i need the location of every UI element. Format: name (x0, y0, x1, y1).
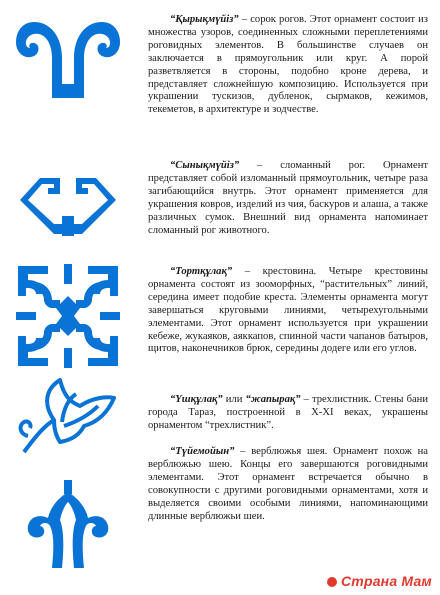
ornament-tortkulak-image (14, 262, 122, 370)
term-tortkulak: “Тортқұлақ” (170, 266, 233, 277)
description-ushkulak: – трехлистник. Стены бани города Тараз, построенной в X-XI веках, украшены орнаментом “трехлистник”. (148, 394, 428, 431)
watermark-text: Страна Мам (340, 573, 432, 589)
term-kyrykmuyiz: “Қырықмүйіз” (170, 14, 239, 25)
watermark-logo-icon (327, 577, 337, 587)
entry-ushkulak (148, 394, 428, 433)
term-ushkulak: “Үшқұлақ” (170, 394, 223, 405)
ornament-kyrykmuyiz-image (14, 14, 122, 100)
entry-synykmuyiz (148, 160, 428, 237)
description-kyrykmuyiz: – сорок рогов. Этот орнамент состоит из множества узоров, соединенных сложными переплетениями роговидных элементов. В большинстве случаев он заключается в прямоугольник или круг. А порой разветвляется в стороны, подобно кроне дерева, и представляет сложнейшую композицию. Используется при украшении тускизов, дубленок, сырмаков, кежимов, текеметов, в архитектуре и зодчестве. (148, 14, 428, 116)
description-synykmuyiz: – сломанный рог. Орнамент представляет собой изломанный прямоугольник, четыре раза загибающийся внутрь. Этот орнамент применяется для украшения ковров, изделий из чия, баскуров и алаша, а также различных сумок. Внешний вид орнамента напоминает сломанный рог животного. (148, 160, 428, 236)
description-tortkulak: – крестовина. Четыре крестовины орнамента состоят из зооморфных, “растительных” линий, середина имеет подобие креста. Элементы орнамента могут завершаться круговыми линиями, четырехугольными элементами. Этот орнамент используется при украшении кебеже, жукаяков, аяккапов, спинной части чапанов батыров, щитов, наконечников брюк, середины додеге или его углов. (148, 266, 428, 355)
entry-kyrykmuyiz (148, 14, 428, 117)
ornament-tuyemoyyn-image (14, 478, 122, 572)
term-zhapyrak: “жапырақ” (245, 394, 301, 405)
description-tuyemoyyn: – верблюжья шея. Орнамент похож на верблюжью шею. Концы его завершаются роговидными элементами. Этот орнамент встречается обычно в совокупности с другими роговидными орнаментами, хотя и выделяется своими особыми линиями, напоминающими длинные верблюжьи шеи. (148, 446, 428, 522)
ornament-synykmuyiz-image (14, 160, 122, 240)
watermark-logo (327, 573, 432, 589)
conjunction-ushkulak: или (222, 394, 246, 405)
entry-tortkulak (148, 266, 428, 356)
ornament-ushkulak-image (14, 376, 122, 458)
entry-tuyemoyyn (148, 446, 428, 523)
term-tuyemoyyn: “Түйемойын” (170, 446, 235, 457)
term-synykmuyiz: “Сынықмүйіз” (170, 160, 240, 171)
